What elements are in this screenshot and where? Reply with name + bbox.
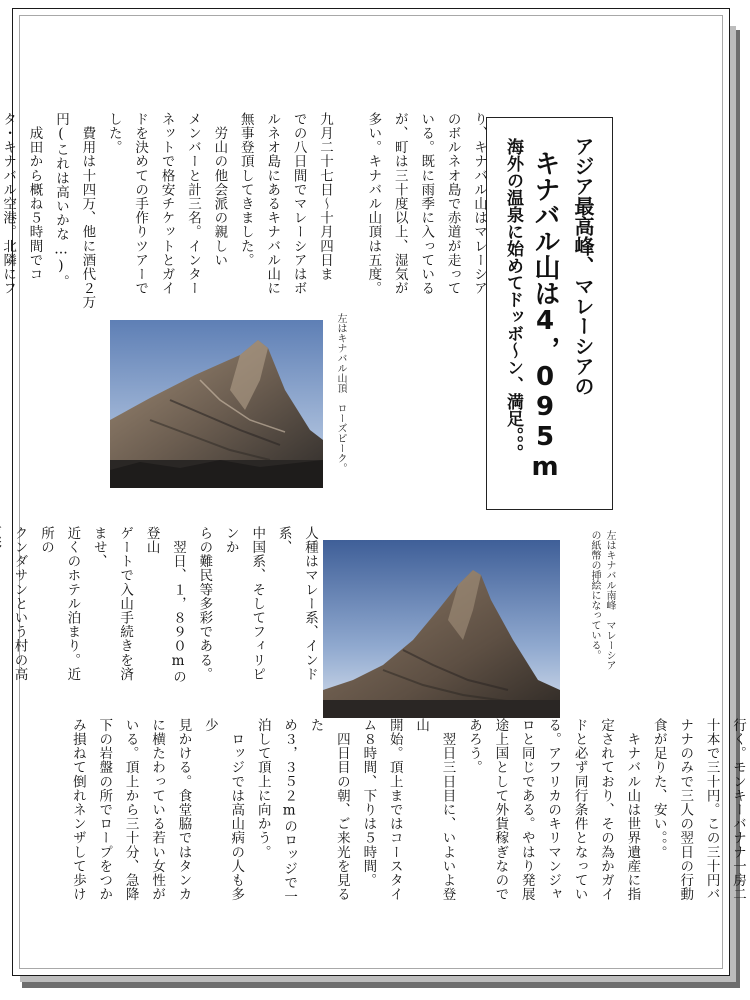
body-text-bottom-left: 人種はマレー系、インド系、 中国系、そしてフィリピンか らの難民等多彩である。 翌日、１，８９０mの登山 ゲートで入山手続きを済ませ、 近くのホテル泊まり。近所の クンダサンという村の高 (11, 526, 318, 684)
headline-line-3: 海外の温泉に始めてドッボ～ン、満足。。。 (503, 138, 523, 461)
body-text-top-right: り、キナバル山はマレーシア のボルネオ島で赤道が走って いる。既に雨季に入っている が、町は三十度以上、湿気が 多い。キナバル山頂は五度。 (365, 112, 487, 296)
caption-rose-peak: 左はキナバル山頂 ローズピーク。 (335, 313, 346, 473)
headline-box (486, 117, 613, 510)
headline-line-1: アジア最高峰、マレーシアの (571, 136, 595, 396)
photo-kinabalu-summit (110, 320, 323, 488)
body-text-top-left: 九月二十七日～十月四日ま での八日間でマレーシアはボ ルネオ島にあるキナバル山に 無事登頂してきました。 労山の他会派の親しい メンバーと計三名。インター ネットで格安チケットとガイ ドを決めての手作りツアーで した。 費用は十四万、他に酒代２万 円(これは高いかな…)。 成田から概ね５時間でコ タ・キナバル空港。北隣にフ (0, 112, 333, 310)
headline-line-2: キナバル山は4，095m (530, 150, 560, 482)
body-text-bottom-right: 行く。モンキーバナナ一房二 十本で三十円。この三十円バ ナナのみで三人の翌日の行動 食が足りた、安い。。。 キナバル山は世界遺産に指 定されており、その為かガイ ドと必ず同行条件となってい る。アフリカのキリマンジャ ロと同じである。やはり発展 途上国として外貨稼ぎなので あろう。 翌日三日目に、いよいよ登山 開始。頂上まではコースタイ ム８時間、下りは５時間。 四日目の朝、ご来光を見るた め３，３５２mのロッジで一 泊して頂上に向かう。 ロッジでは高山病の人も多少 見かける。食堂脇ではタンカ に横たわっている若い女性が いる。頂上から三十分、急降 下の岩盤の所でロープをつか み損ねて倒れネンザして歩け (69, 718, 746, 904)
caption-south-peak: 左はキナバル南峰 マレーシア の紙幣の挿絵になっている。 (589, 530, 615, 670)
photo-kinabalu-south-peak (323, 540, 560, 718)
